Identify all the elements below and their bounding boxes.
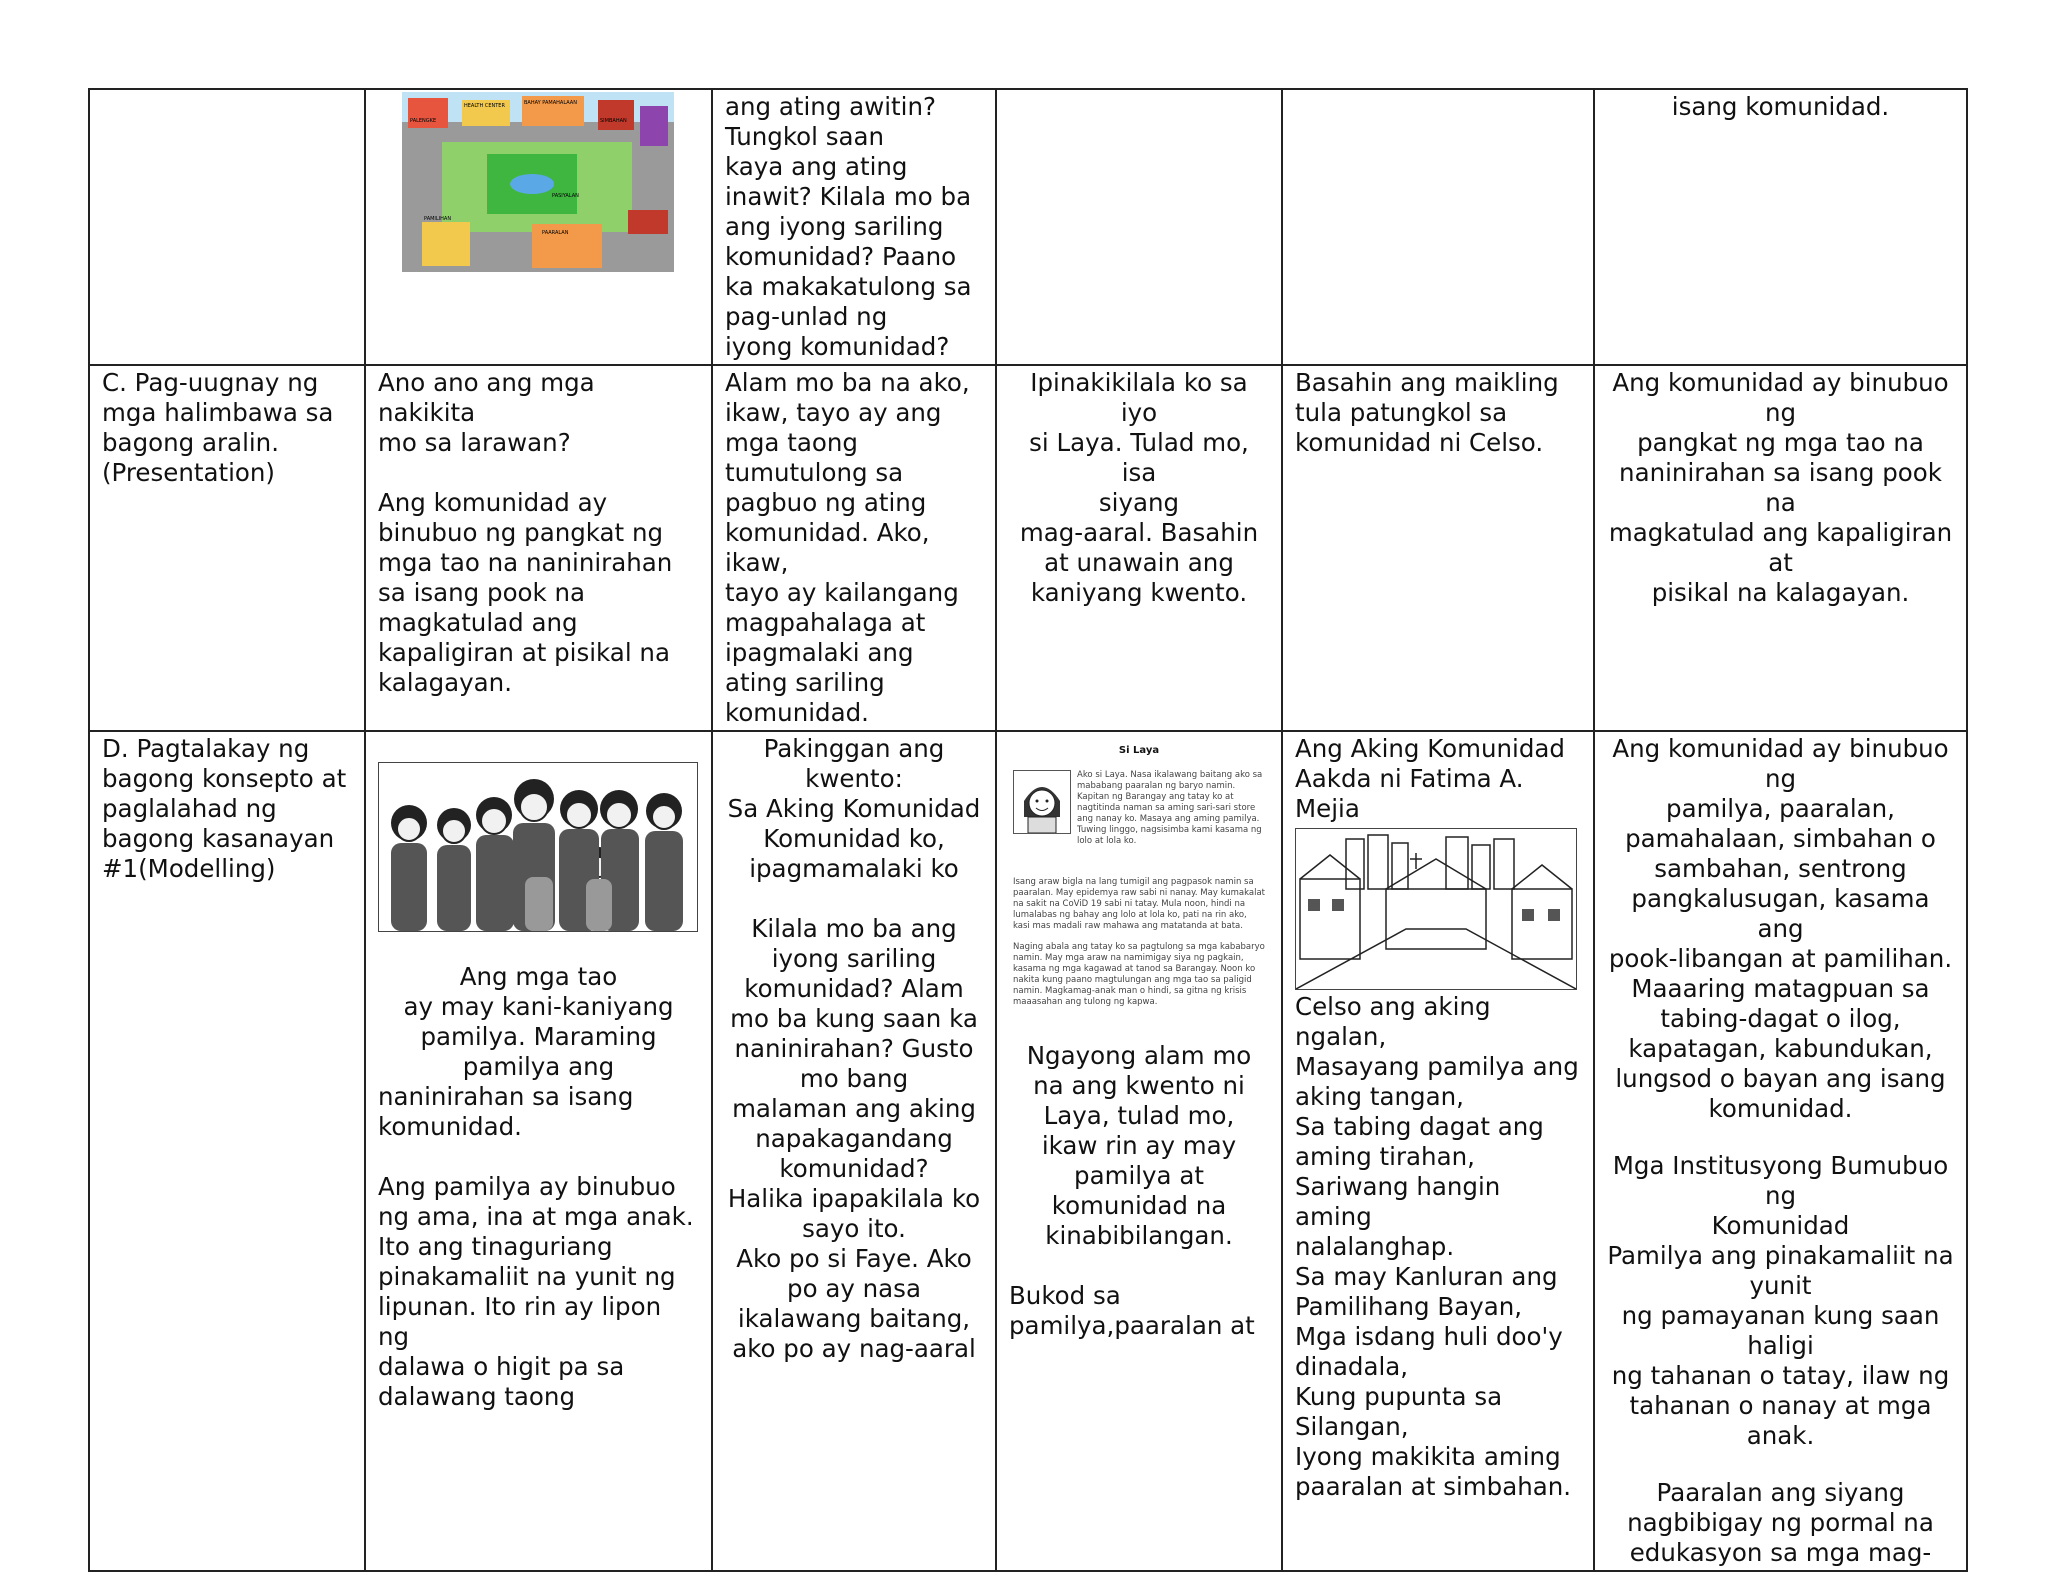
text-line: Ito ang tinaguriang xyxy=(378,1232,613,1261)
text-line: mo ba kung saan ka xyxy=(730,1004,978,1033)
row-label-line: bagong konsepto at xyxy=(102,764,347,793)
text-line: si Laya. Tulad mo, isa xyxy=(1029,428,1249,487)
map-label-pamilihan: PAMILIHAN xyxy=(424,216,452,222)
row-b-label-cell xyxy=(89,89,365,365)
row-b-empty-cell-5 xyxy=(1282,89,1594,365)
text-line: mag-aaral. Basahin xyxy=(1019,518,1259,547)
text-line: Ako po si Faye. Ako xyxy=(736,1244,972,1273)
text-line: Ang pamilya ay binubuo xyxy=(378,1172,676,1201)
text-line: kalagayan. xyxy=(378,668,512,697)
poem-heading-line: Aakda ni Fatima A. Mejia xyxy=(1295,764,1524,823)
text-line: binubuo ng pangkat ng xyxy=(378,518,664,547)
text-line: ang iyong sariling xyxy=(725,212,944,241)
row-c-cell-3 xyxy=(712,365,996,731)
text-line: Ang komunidad ay xyxy=(378,488,608,517)
table-row-b xyxy=(89,89,1967,365)
text-line: tula patungkol sa xyxy=(1295,398,1508,427)
text-line: sayo ito. xyxy=(802,1214,906,1243)
poem-line: aming tirahan, xyxy=(1295,1142,1475,1171)
text-line: Ang komunidad ay binubuo ng xyxy=(1612,734,1949,793)
text-line: ipagmamalaki ko xyxy=(749,854,959,883)
text-line: kwento: xyxy=(805,764,903,793)
text-line: Ang komunidad ay binubuo ng xyxy=(1612,368,1949,427)
text-line: isang komunidad. xyxy=(1671,92,1890,121)
row-c-cell-5 xyxy=(1282,365,1594,731)
poem-line: Masayang pamilya ang xyxy=(1295,1052,1579,1081)
text-line: ng pamayanan kung saan haligi xyxy=(1621,1301,1940,1360)
row-c-cell-2 xyxy=(365,365,712,731)
text-line: komunidad. Ako, xyxy=(725,518,930,547)
row-d-cell-6 xyxy=(1594,731,1967,1571)
poem-line: Celso ang aking ngalan, xyxy=(1295,992,1491,1051)
text-line: komunidad ni Celso. xyxy=(1295,428,1544,457)
text-line: mo bang xyxy=(799,1064,909,1093)
text-line: ikaw, tayo ay ang xyxy=(725,398,942,427)
text-line: naninirahan sa isang xyxy=(378,1082,634,1111)
text-line: tayo ay kailangang xyxy=(725,578,959,607)
text-line: iyong sariling xyxy=(771,944,937,973)
text-line: na ang kwento ni xyxy=(1033,1071,1245,1100)
text-line: pinakamaliit na yunit ng xyxy=(378,1262,676,1291)
text-line: nagbibigay ng pormal na xyxy=(1627,1508,1934,1537)
text-line: sa isang pook na xyxy=(378,578,586,607)
text-line: Laya, tulad mo, xyxy=(1043,1101,1235,1130)
laya-story-title: Si Laya xyxy=(1118,745,1160,756)
poem-line: Kung pupunta sa xyxy=(1295,1382,1503,1411)
row-d-cell-2 xyxy=(365,731,712,1571)
community-map-illustration xyxy=(402,92,674,272)
text-line: komunidad? Alam xyxy=(744,974,964,1003)
text-line: Halika ipapakilala ko xyxy=(727,1184,981,1213)
text-line: napakagandang xyxy=(755,1124,953,1153)
poem-heading-line: Ang Aking Komunidad xyxy=(1295,734,1565,763)
map-label-simbahan: SIMBAHAN xyxy=(600,118,627,124)
row-label-line: #1(Modelling) xyxy=(102,854,276,883)
row-d-cell-5 xyxy=(1282,731,1594,1571)
text-line: naninirahan sa isang pook na xyxy=(1619,458,1942,517)
text-line: pamilya at xyxy=(1074,1161,1204,1190)
text-line: kapaligiran at pisikal na xyxy=(378,638,670,667)
row-c-label-cell xyxy=(89,365,365,731)
poem-line: Sariwang hangin aming xyxy=(1295,1172,1501,1231)
family-illustration xyxy=(378,762,698,932)
text-line: siyang xyxy=(1098,488,1180,517)
row-c-cell-6 xyxy=(1594,365,1967,731)
row-d-cell-3 xyxy=(712,731,996,1571)
text-line: lipunan. Ito rin ay lipon ng xyxy=(378,1292,662,1351)
text-line: pook-libangan at pamilihan. xyxy=(1608,944,1953,973)
text-line: at unawain ang xyxy=(1044,548,1234,577)
row-d-cell-4 xyxy=(996,731,1282,1571)
text-line: Ano ano ang mga nakikita xyxy=(378,368,595,427)
row-label-line: C. Pag-uugnay ng xyxy=(102,368,319,397)
row-label-line: paglalahad ng xyxy=(102,794,277,823)
text-line: lungsod o bayan ang isang xyxy=(1615,1064,1946,1093)
text-line: ng tahanan o tatay, ilaw ng xyxy=(1611,1361,1950,1390)
text-line: magpahalaga at xyxy=(725,608,926,637)
text-line: Komunidad ko, xyxy=(763,824,945,853)
text-line: mga tao na naninirahan xyxy=(378,548,673,577)
text-line: tahanan o nanay at mga anak. xyxy=(1629,1391,1932,1450)
text-line: ang ating awitin? xyxy=(725,92,936,121)
text-line: malaman ang aking xyxy=(732,1094,976,1123)
text-line: ng ama, ina at mga anak. xyxy=(378,1202,694,1231)
text-line: kaniyang kwento. xyxy=(1030,578,1248,607)
text-line: magkatulad ang kapaligiran at xyxy=(1608,518,1953,577)
poem-line: dinadala, xyxy=(1295,1352,1409,1381)
text-line: naninirahan? Gusto xyxy=(734,1034,974,1063)
laya-story-page xyxy=(1009,734,1269,1041)
text-line: Mga Institusyong Bumubuo ng xyxy=(1612,1151,1949,1210)
text-line: pangkat ng mga tao na xyxy=(1637,428,1924,457)
poem-line: Silangan, xyxy=(1295,1412,1409,1441)
text-line: Ngayong alam mo xyxy=(1026,1041,1252,1070)
text-line: kinabibilangan. xyxy=(1045,1221,1233,1250)
text-line: sambahan, sentrong xyxy=(1654,854,1907,883)
text-line: komunidad. xyxy=(725,698,869,727)
text-line: mo sa larawan? xyxy=(378,428,571,457)
text-line: ikaw, xyxy=(725,548,789,577)
text-line: komunidad. xyxy=(1708,1094,1853,1123)
row-b-image-cell xyxy=(365,89,712,365)
row-c-cell-4 xyxy=(996,365,1282,731)
poem-line: Sa may Kanluran ang xyxy=(1295,1262,1558,1291)
table-row-c xyxy=(89,365,1967,731)
poem-line: aking tangan, xyxy=(1295,1082,1464,1111)
row-label-line: (Presentation) xyxy=(102,458,275,487)
text-line: tabing-dagat o ilog, xyxy=(1660,1004,1901,1033)
text-line: ikalawang baitang, xyxy=(737,1304,971,1333)
text-line: kapatagan, kabundukan, xyxy=(1628,1034,1933,1063)
text-line: komunidad? Paano xyxy=(725,242,957,271)
text-line: edukasyon sa mga mag- xyxy=(1629,1538,1932,1567)
text-line: Sa Aking Komunidad xyxy=(727,794,981,823)
text-line: Pakinggan ang xyxy=(763,734,945,763)
row-label-line: bagong kasanayan xyxy=(102,824,335,853)
text-line: iyong komunidad? xyxy=(725,332,950,361)
laya-story-paragraph: Isang araw bigla na lang tumigil ang pagpasok namin sa paaralan. May epidemya raw sabi ni nanay. May kumakalat na sakit na CoViD 19 sabi ni tatay. Mula noon, hindi na lumalabas ng bahay ang lolo at lola ko, pati na rin ako, kasi mas madali raw mahawa ang matatanda at bata. xyxy=(1013,877,1265,931)
row-b-empty-cell-4 xyxy=(996,89,1282,365)
row-label-line: bagong aralin. xyxy=(102,428,280,457)
text-line: pamilya,paaralan at xyxy=(1009,1311,1255,1340)
poem-line: Sa tabing dagat ang xyxy=(1295,1112,1544,1141)
text-line: ako po ay nag-aaral xyxy=(732,1334,976,1363)
poem-line: nalalanghap. xyxy=(1295,1232,1455,1261)
lesson-plan-table xyxy=(88,88,1968,1572)
text-line: Ang mga tao xyxy=(459,962,618,991)
text-line: ikaw rin ay may xyxy=(1041,1131,1237,1160)
map-label-bahay-pamahalaan: BAHAY PAMAHALAAN xyxy=(524,100,577,106)
row-label-line: D. Pagtalakay ng xyxy=(102,734,310,763)
text-line: pagbuo ng ating xyxy=(725,488,927,517)
text-line: Tungkol saan xyxy=(725,122,885,151)
text-line: komunidad na xyxy=(1051,1191,1227,1220)
text-line: tumutulong sa xyxy=(725,458,904,487)
laya-story-paragraph: Naging abala ang tatay ko sa pagtulong sa mga kababaryo namin. May mga araw na namimigay siya ng pagkain, kasama ng mga kagawad at tanod sa Barangay. Noon ko nakita kung paano magtulungan ang mga tao sa paligid namin. Magkamag-anak man o hindi, sa gitna ng krisis maaasahan ang tulong ng kapwa. xyxy=(1013,942,1265,1007)
text-line: ating sariling xyxy=(725,668,885,697)
text-line: po ay nasa xyxy=(787,1274,921,1303)
text-line: inawit? Kilala mo ba xyxy=(725,182,972,211)
text-line: Alam mo ba na ako, xyxy=(725,368,970,397)
text-line: pamilya. Maraming xyxy=(420,1022,657,1051)
table-row-d xyxy=(89,731,1967,1571)
text-line: pamilya ang xyxy=(462,1052,615,1081)
map-label-pasiyalan: PASIYALAN xyxy=(552,193,579,199)
row-label-line: mga halimbawa sa xyxy=(102,398,334,427)
text-line: pangkalusugan, kasama ang xyxy=(1631,884,1930,943)
poem-line: paaralan at simbahan. xyxy=(1295,1472,1572,1501)
text-line: pamahalaan, simbahan o xyxy=(1625,824,1936,853)
poem-line: Mga isdang huli doo'y xyxy=(1295,1322,1563,1351)
text-line: Komunidad xyxy=(1711,1211,1850,1240)
map-label-paaralan: PAARALAN xyxy=(542,230,569,236)
laya-story-paragraph: Ako si Laya. Nasa ikalawang baitang ako sa mababang paaralan ng baryo namin. Kapitan ng Barangay ang tatay ko at nagtitinda naman sa aming sari-sari store ang nanay ko. Masaya ang aming pamilya. Tuwing linggo, nagsisimba kami kasama ng lolo at lola ko. xyxy=(1077,770,1263,846)
text-line: Bukod sa xyxy=(1009,1281,1121,1310)
text-line: Pamilya ang pinakamaliit na xyxy=(1607,1241,1954,1270)
text-line: Kilala mo ba ang xyxy=(751,914,957,943)
text-line: ay may kani-kaniyang xyxy=(403,992,674,1021)
poem-line: Pamilihang Bayan, xyxy=(1295,1292,1523,1321)
row-b-notes-cell xyxy=(1594,89,1967,365)
row-b-song-cell xyxy=(712,89,996,365)
text-line: magkatulad ang xyxy=(378,608,578,637)
text-line: pag-unlad ng xyxy=(725,302,888,331)
text-line: dalawang taong xyxy=(378,1382,575,1411)
text-line: komunidad. xyxy=(378,1112,522,1141)
text-line: ipagmalaki ang xyxy=(725,638,914,667)
row-d-label-cell xyxy=(89,731,365,1571)
text-line: dalawa o higit pa sa xyxy=(378,1352,625,1381)
text-line: kaya ang ating xyxy=(725,152,908,181)
text-line: yunit xyxy=(1749,1271,1812,1300)
text-line: ka makakatulong sa xyxy=(725,272,972,301)
map-label-palengke: PALENGKE xyxy=(410,118,437,124)
text-line: Paaralan ang siyang xyxy=(1656,1478,1905,1507)
text-line: komunidad? xyxy=(779,1154,929,1183)
text-line: Maaaring matagpuan sa xyxy=(1631,974,1930,1003)
text-line: pisikal na kalagayan. xyxy=(1651,578,1910,607)
text-line: Ipinakikilala ko sa iyo xyxy=(1030,368,1248,427)
text-line: Basahin ang maikling xyxy=(1295,368,1559,397)
poem-line: Iyong makikita aming xyxy=(1295,1442,1561,1471)
text-line: pamilya, paaralan, xyxy=(1666,794,1895,823)
text-line: mga taong xyxy=(725,428,858,457)
laya-portrait-illustration xyxy=(1013,770,1071,834)
community-town-illustration xyxy=(1295,828,1577,990)
map-label-health-center: HEALTH CENTER xyxy=(464,103,505,109)
